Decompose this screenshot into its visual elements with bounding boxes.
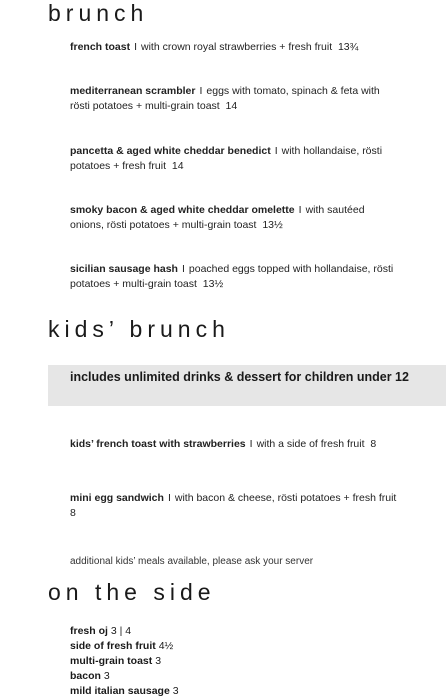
item-description: with a side of fresh fruit	[256, 438, 365, 450]
on-the-side-heading: on the side	[48, 579, 216, 605]
menu-item-mini-egg-sandwich	[70, 491, 400, 521]
item-name: kids’ french toast with strawberries	[70, 438, 246, 450]
item-description: with sautéed onions, rösti potatoes + multi-grain toast	[70, 204, 365, 231]
item-name: fresh oj	[70, 625, 108, 637]
item-name: side of fresh fruit	[70, 640, 156, 652]
item-price: 3	[172, 685, 179, 697]
banner-text: includes unlimited drinks & dessert for children under 12	[70, 370, 409, 384]
item-description: eggs with tomato, spinach & feta with rösti potatoes + multi-grain toast	[70, 85, 380, 112]
item-price: 13½	[262, 219, 283, 231]
side-item-italian-sausage	[70, 684, 179, 699]
side-item-bacon	[70, 669, 179, 684]
item-name: pancetta & aged white cheddar benedict	[70, 145, 271, 157]
item-description: with hollandaise, rösti potatoes + fresh fruit	[70, 145, 383, 172]
item-separator: I	[249, 438, 253, 450]
side-item-multi-grain-toast	[70, 654, 179, 669]
kids-brunch-heading: kids’ brunch	[48, 316, 230, 342]
item-name: mediterranean scrambler	[70, 85, 196, 97]
menu-item-french-toast	[70, 40, 400, 55]
item-name: multi-grain toast	[70, 655, 153, 667]
item-name: smoky bacon & aged white cheddar omelette	[70, 204, 295, 216]
item-price: 13¾	[337, 41, 359, 53]
menu-item-smoky-bacon-omelette	[70, 203, 400, 233]
item-price: 8	[370, 438, 377, 450]
item-price: 3	[103, 670, 110, 682]
item-separator: I	[181, 263, 185, 275]
item-name: bacon	[70, 670, 101, 682]
side-item-fresh-fruit	[70, 639, 179, 654]
item-price: 13½	[202, 278, 224, 290]
item-name: mild italian sausage	[70, 685, 170, 697]
item-separator: I	[134, 41, 138, 53]
menu-item-sicilian-sausage-hash	[70, 262, 400, 292]
menu-item-mediterranean-scrambler	[70, 84, 400, 114]
item-price: 3	[155, 655, 162, 667]
menu-item-pancetta-benedict	[70, 144, 400, 174]
item-name: mini egg sandwich	[70, 492, 164, 504]
item-separator: I	[199, 85, 203, 97]
item-price: 8	[70, 507, 76, 519]
menu-item-kids-french-toast	[70, 437, 400, 452]
brunch-heading: brunch	[48, 0, 149, 26]
item-description: with bacon & cheese, rösti potatoes + fresh fruit	[174, 492, 397, 504]
item-description: poached eggs topped with hollandaise, rösti potatoes + multi-grain toast	[70, 263, 394, 290]
item-separator: I	[298, 204, 302, 216]
side-item-fresh-oj	[70, 624, 179, 639]
kids-meals-note: additional kids’ meals available, please ask your server	[70, 556, 314, 567]
side-items-list	[70, 624, 179, 699]
kids-brunch-banner	[48, 365, 446, 406]
item-separator: I	[274, 145, 278, 157]
item-price: 14	[171, 160, 184, 172]
item-separator: I	[167, 492, 171, 504]
item-price: 14	[225, 100, 238, 112]
item-price: 3 | 4	[110, 625, 132, 637]
item-price: 4½	[158, 640, 174, 652]
item-description: with crown royal strawberries + fresh fruit	[141, 41, 333, 53]
item-name: french toast	[70, 41, 131, 53]
item-name: sicilian sausage hash	[70, 263, 178, 275]
